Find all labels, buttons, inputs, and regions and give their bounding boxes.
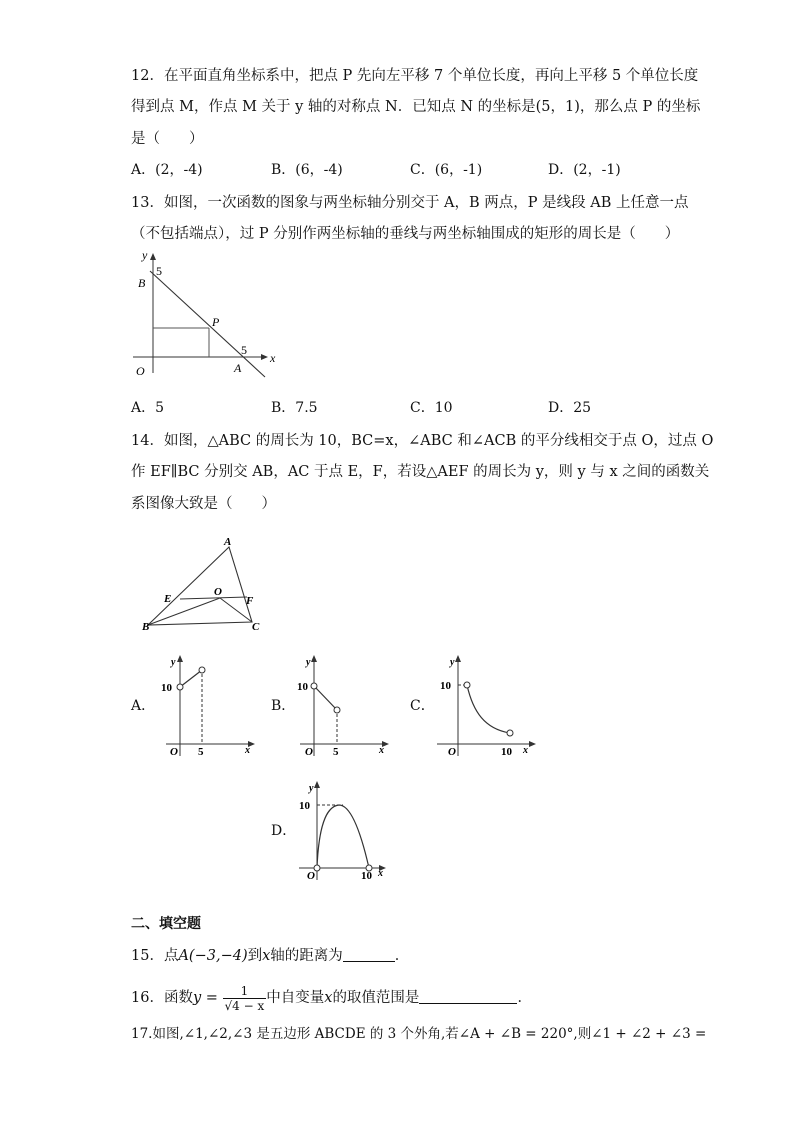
svg-text:O: O	[170, 746, 178, 758]
q14-choice-a-label: A．	[131, 698, 156, 714]
q15-prefix: 15．点	[131, 948, 179, 964]
q13-option-d: D．25	[548, 400, 592, 416]
q15-suffix: 轴的距离为	[270, 948, 343, 964]
q16-answer-blank[interactable]	[419, 989, 517, 1004]
q14-choice-b-label: B．	[271, 698, 296, 714]
q14-triangle-figure	[138, 535, 268, 635]
q13-line-ab	[150, 271, 265, 377]
q12-option-c: C．(6，-1)	[410, 162, 483, 178]
q16-line	[131, 983, 532, 1013]
q15-line	[131, 946, 409, 966]
q14-line1: 14．如图，△ABC 的周长为 10，BC=x，∠ABC 和∠ACB 的平分线相交于点 O，过点 O	[131, 433, 714, 449]
svg-text:O: O	[305, 746, 313, 758]
q12-option-b: B．(6，-4)	[271, 162, 343, 178]
q14-choice-c-label: C．	[410, 698, 435, 714]
q12-option-d: D．(2，-1)	[548, 162, 621, 178]
q16-suffix: 的取值范围是	[332, 990, 420, 1006]
q16-lhs: y =	[192, 990, 218, 1006]
q13-option-c: C．10	[410, 400, 453, 416]
q15-middle: 到	[247, 948, 263, 964]
q13-label-b: B	[138, 276, 146, 290]
q14-graph-c	[433, 652, 543, 762]
svg-text:10: 10	[299, 800, 310, 812]
svg-text:10: 10	[161, 682, 172, 694]
svg-text:10: 10	[297, 681, 308, 693]
q14-label-b: B	[142, 621, 150, 633]
q13-y-arrow	[150, 253, 156, 260]
q12-line2: 得到点 M，作点 M 关于 y 轴的对称点 N．已知点 N 的坐标是(5，1)，那么点 P 的坐标	[131, 99, 701, 115]
q15-point: A(−3,−4)	[178, 948, 248, 964]
q16-end: ．	[517, 990, 532, 1006]
q14-triangle-abc	[148, 547, 252, 625]
svg-text:5: 5	[333, 746, 339, 758]
q13-line2: （不包括端点），过 P 分别作两坐标轴的垂线与两坐标轴围成的矩形的周长是（ ）	[131, 226, 680, 242]
q14-label-o: O	[214, 586, 222, 598]
q14-label-c: C	[252, 621, 260, 633]
svg-text:y: y	[171, 657, 176, 668]
q14-graph-a	[158, 652, 258, 762]
q14-line2: 作 EF∥BC 分别交 AB，AC 于点 E，F，若设△AEF 的周长为 y，则 y 与 x 之间的函数关	[131, 464, 710, 480]
q16-denominator: √4 − x	[224, 998, 265, 1013]
svg-text:10: 10	[440, 680, 451, 692]
svg-text:5: 5	[198, 746, 204, 758]
svg-text:x: x	[378, 868, 383, 879]
svg-text:x: x	[523, 745, 528, 756]
svg-text:10: 10	[361, 870, 372, 882]
svg-text:x: x	[379, 745, 384, 756]
q14-label-a: A	[224, 536, 232, 548]
svg-text:O: O	[448, 746, 456, 758]
q15-end: ．	[394, 948, 410, 964]
q17-line: 17.如图,∠1,∠2,∠3 是五边形 ABCDE 的 3 个外角,若∠A + ∠B = 220°,则∠1 + ∠2 + ∠3 =	[131, 1026, 707, 1042]
svg-text:y: y	[306, 657, 311, 668]
q13-label-p: P	[212, 315, 220, 329]
svg-text:y: y	[309, 783, 314, 794]
q13-option-b: B．7.5	[271, 400, 318, 416]
q12-option-a: A．(2，-4)	[131, 162, 203, 178]
section-fill-in-title: 二、填空题	[131, 916, 201, 932]
q13-label-x-tick: 5	[241, 343, 247, 357]
q13-label-o: O	[136, 364, 145, 378]
q13-figure	[125, 245, 285, 385]
q14-line3: 系图像大致是（ ）	[131, 496, 276, 512]
q12-line3: 是（ ）	[131, 131, 204, 147]
q16-numerator: 1	[223, 984, 267, 999]
q14-bisector-bo	[148, 598, 220, 625]
q16-var: x	[324, 990, 333, 1006]
q14-graph-b	[292, 652, 392, 762]
q16-middle: 中自变量	[266, 990, 325, 1006]
q14-choice-d-label: D．	[271, 823, 297, 839]
q15-answer-blank[interactable]	[343, 947, 395, 962]
svg-text:10: 10	[501, 746, 512, 758]
q12-line1: 12．在平面直角坐标系中，把点 P 先向左平移 7 个单位长度，再向上平移 5 个单位长度	[131, 68, 699, 84]
q13-line1: 13．如图，一次函数的图象与两坐标轴分别交于 A，B 两点，P 是线段 AB 上任意一点	[131, 195, 689, 211]
svg-text:y: y	[450, 657, 455, 668]
q16-prefix: 16．函数	[131, 990, 193, 1006]
q13-label-x: x	[270, 351, 276, 365]
q15-axis: x	[262, 948, 271, 964]
q13-label-a: A	[234, 361, 242, 375]
svg-text:O: O	[307, 870, 315, 882]
q13-option-a: A．5	[131, 400, 165, 416]
q14-graph-d	[295, 778, 395, 888]
q13-label-y-tick: 5	[156, 264, 162, 278]
q13-x-arrow	[261, 354, 268, 360]
q16-fraction	[223, 984, 267, 1013]
q13-label-y: y	[142, 248, 148, 262]
svg-text:x: x	[245, 745, 250, 756]
q14-label-e: E	[164, 593, 172, 605]
q14-label-f: F	[246, 595, 254, 607]
